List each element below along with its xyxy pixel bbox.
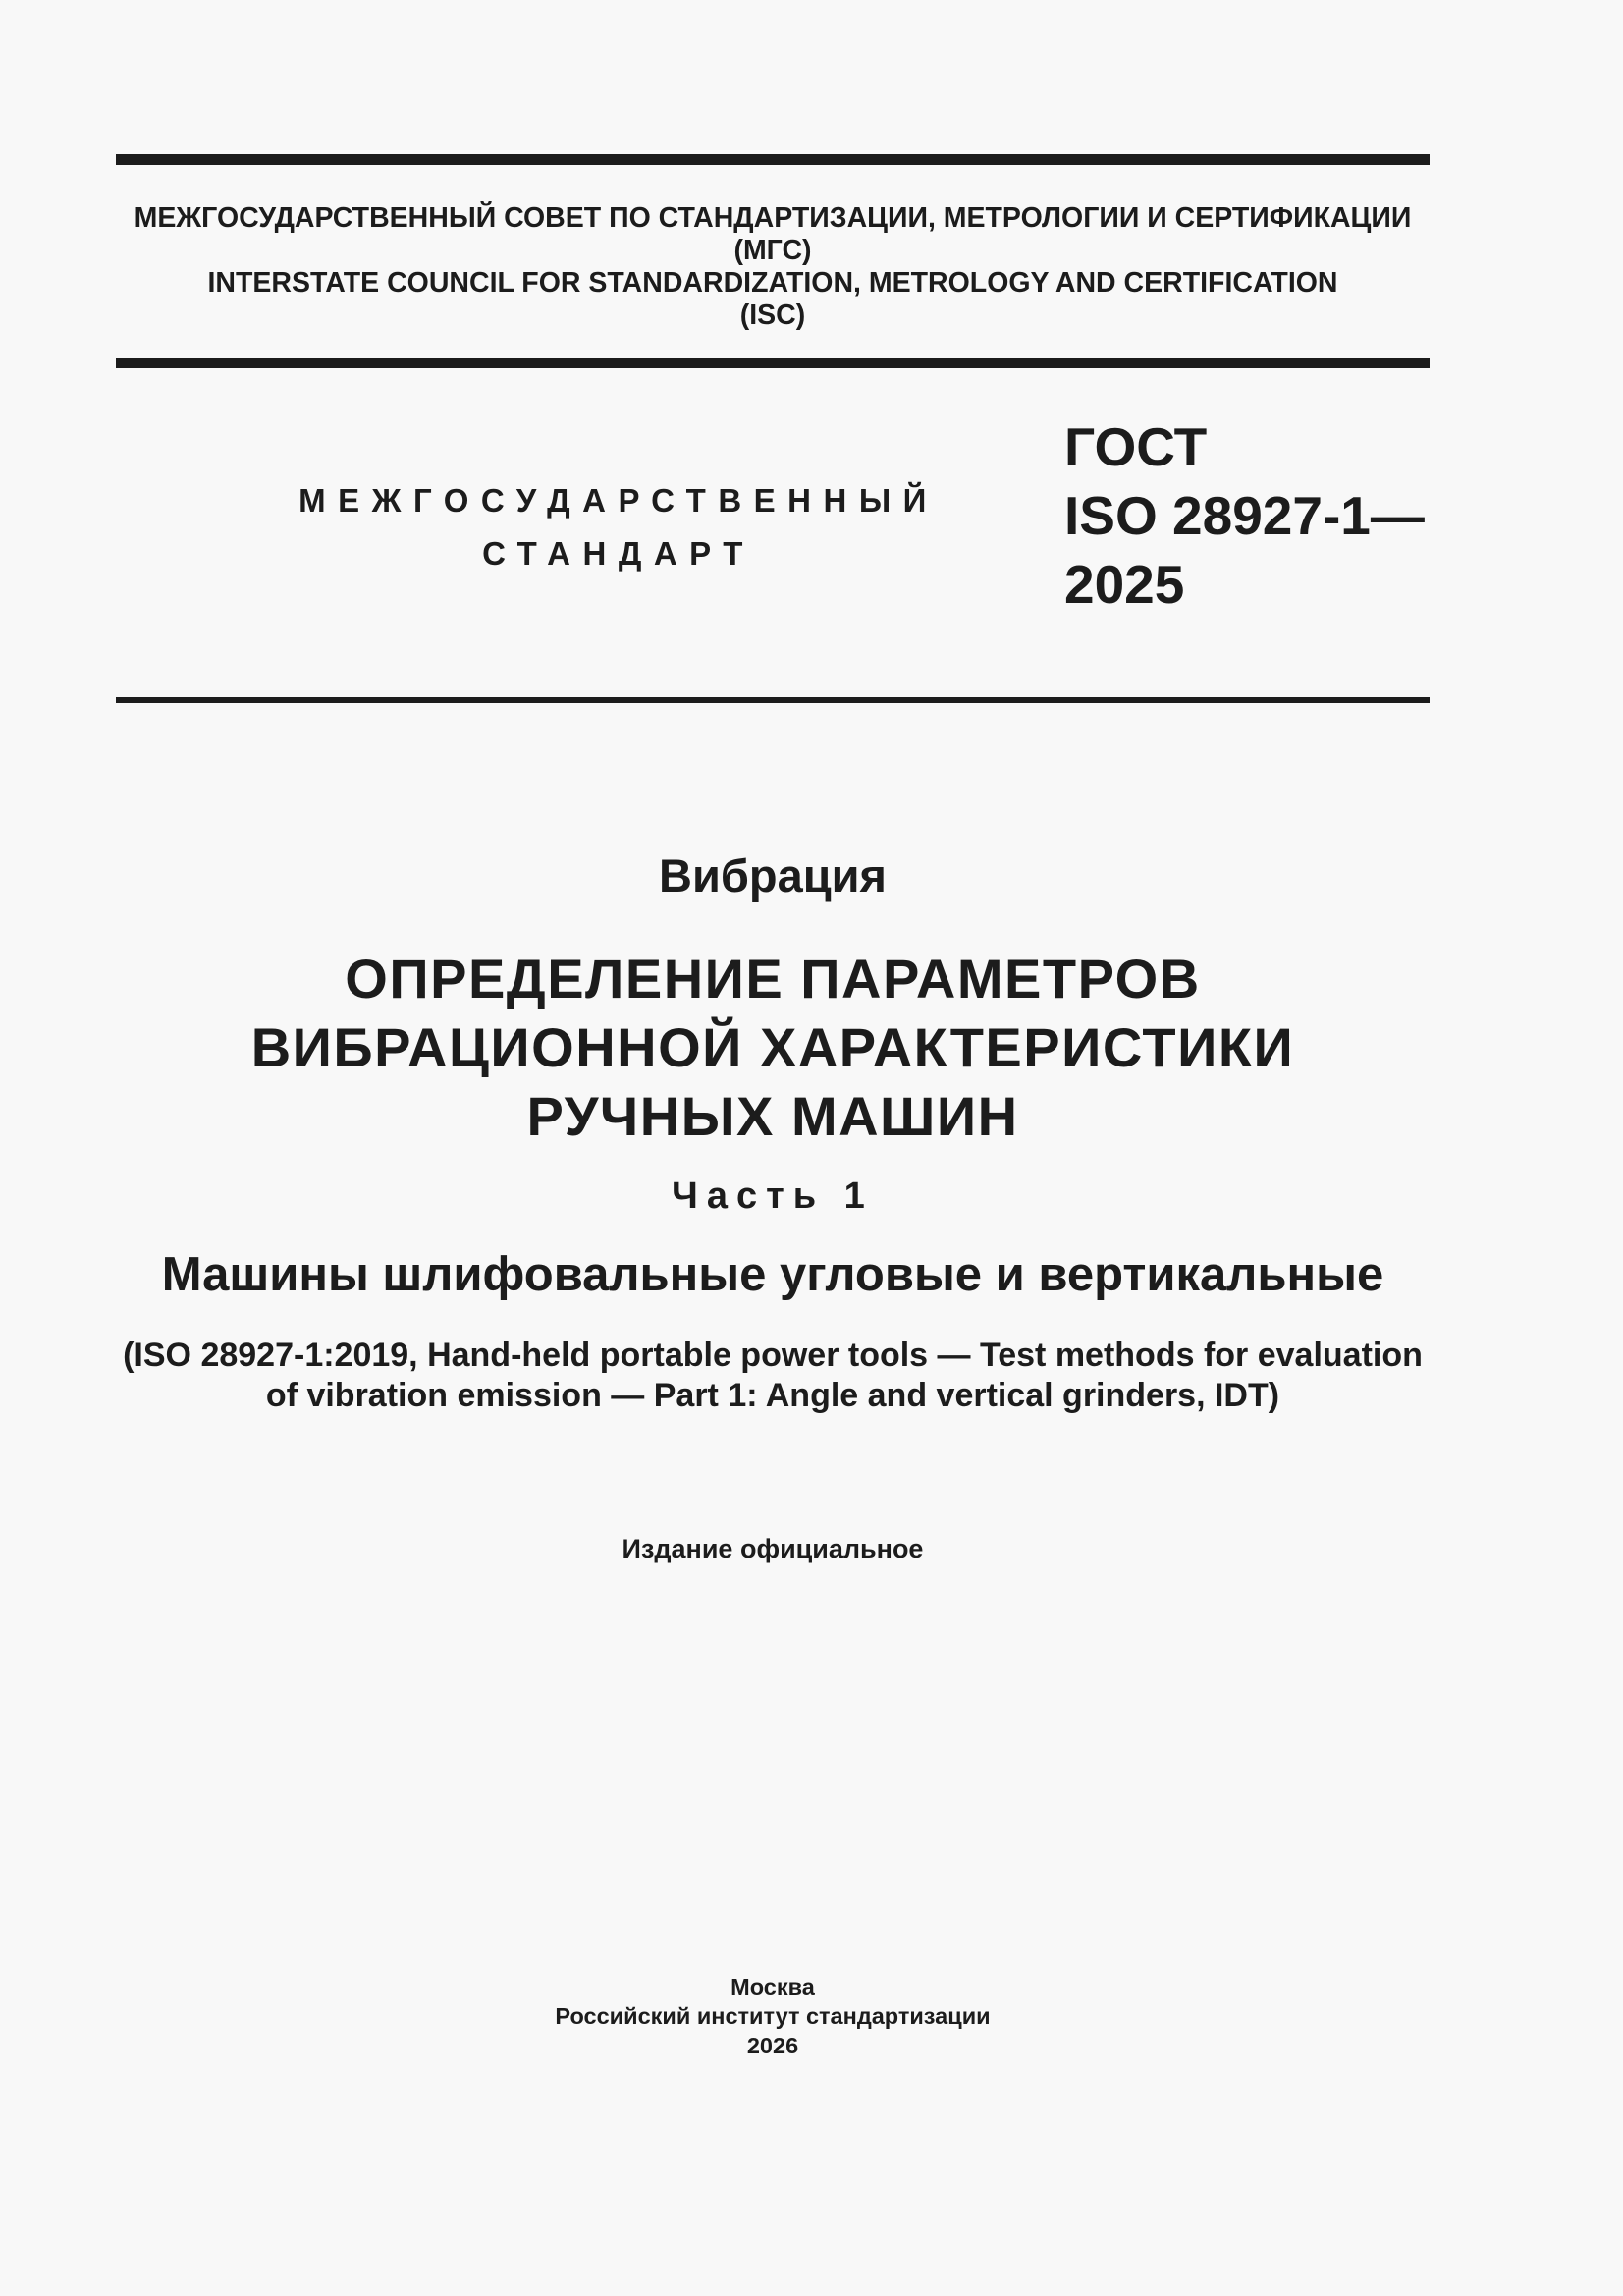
council-abbr-ru: (МГС) bbox=[733, 235, 812, 266]
subject-title: Вибрация bbox=[659, 849, 887, 902]
standard-kind-line2: СТАНДАРТ bbox=[482, 535, 755, 572]
middle-rule bbox=[116, 358, 1430, 368]
main-title-line3: РУЧНЫХ МАШИН bbox=[526, 1085, 1019, 1147]
standard-kind-line1: МЕЖГОСУДАРСТВЕННЫЙ bbox=[298, 482, 939, 519]
edition-note: Издание официальное bbox=[622, 1534, 924, 1563]
imprint bbox=[116, 1972, 1430, 2060]
part-title: Машины шлифовальные угловые и вертикальные bbox=[161, 1248, 1384, 1301]
council-name-en: INTERSTATE COUNCIL FOR STANDARDIZATION, METROLOGY AND CERTIFICATION bbox=[207, 267, 1338, 299]
iso-reference bbox=[116, 1336, 1430, 1416]
designation-number: ISO 28927-1— bbox=[1064, 485, 1425, 546]
imprint-publisher: Российский институт стандартизации bbox=[555, 2003, 991, 2029]
council-abbr-en: (ISC) bbox=[739, 300, 806, 331]
main-title bbox=[116, 945, 1430, 1151]
standard-kind bbox=[295, 474, 943, 580]
iso-reference-line2: of vibration emission — Part 1: Angle and vertical grinders, IDT) bbox=[265, 1377, 1280, 1414]
bottom-rule bbox=[116, 697, 1430, 703]
imprint-city: Москва bbox=[730, 1974, 815, 1999]
imprint-year: 2026 bbox=[746, 2033, 799, 2058]
designation-year: 2025 bbox=[1064, 554, 1185, 615]
part-number: Часть 1 bbox=[672, 1175, 874, 1217]
top-rule bbox=[116, 154, 1430, 165]
main-title-line2: ВИБРАЦИОННОЙ ХАРАКТЕРИСТИКИ bbox=[250, 1016, 1295, 1078]
council-header bbox=[116, 202, 1430, 332]
council-name-ru: МЕЖГОСУДАРСТВЕННЫЙ СОВЕТ ПО СТАНДАРТИЗАЦИИ, МЕТРОЛОГИИ И СЕРТИФИКАЦИИ bbox=[134, 202, 1412, 234]
standard-designation bbox=[1064, 412, 1425, 619]
designation-gost: ГОСТ bbox=[1064, 416, 1208, 477]
main-title-line1: ОПРЕДЕЛЕНИЕ ПАРАМЕТРОВ bbox=[345, 948, 1201, 1010]
iso-reference-line1: (ISO 28927-1:2019, Hand-held portable power tools — Test methods for evaluation bbox=[123, 1337, 1423, 1374]
